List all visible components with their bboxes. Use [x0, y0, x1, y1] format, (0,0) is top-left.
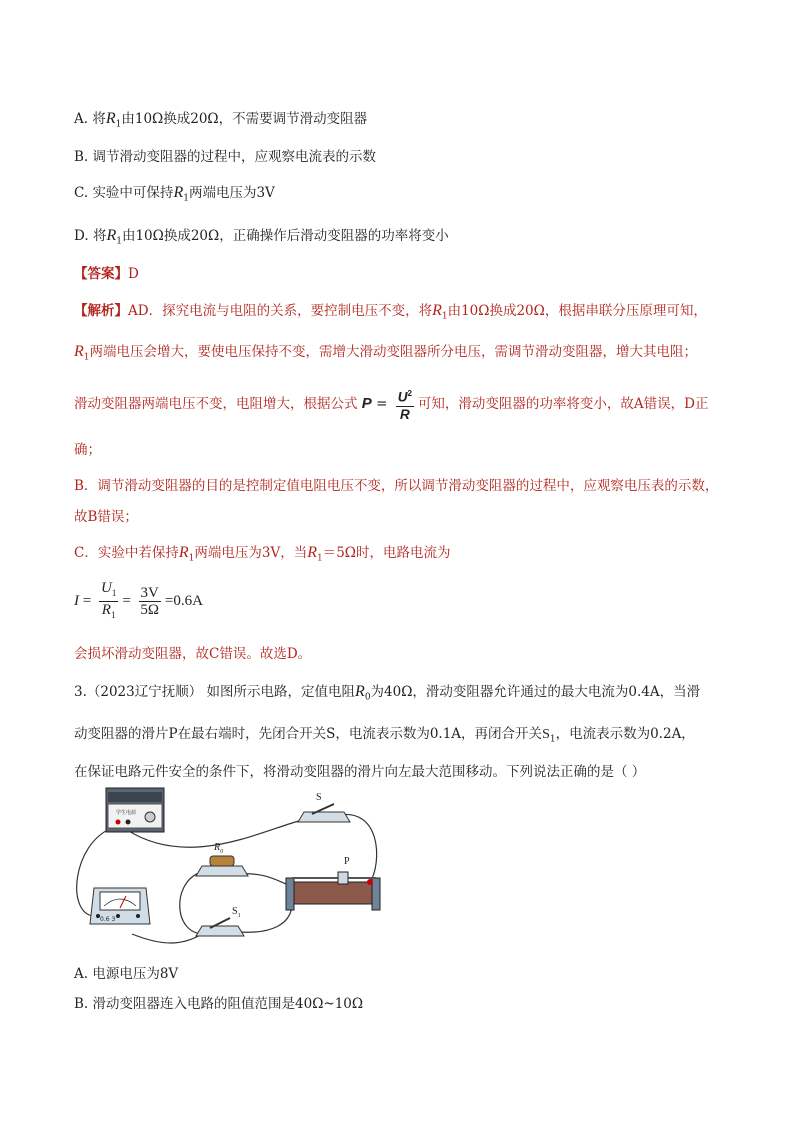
ammeter-scale: 0.6 3	[100, 916, 116, 923]
current-formula: I = $\frac{U_1}{R_1}$ = $\frac{3V}{5\Omega}$ =0.6A	[74, 580, 203, 620]
analysis-line-2: $R_1$两端电压会增大，要使电压保持不变，需增大滑动变阻器所分电压，需调节滑动变阻器，增大其电阻；	[74, 343, 698, 363]
ammeter	[90, 888, 150, 924]
question3-line-2: 动变阻器的滑片P在最右端时，先闭合开关S，电流表示数为0.1A，再闭合开关$S_1$，电流表示数为0.2A，	[74, 726, 695, 745]
switch-s1	[196, 906, 244, 936]
answer	[74, 262, 139, 282]
option-a: A. 将$R_1$由10Ω换成20Ω，不需要调节滑动变阻器	[74, 110, 368, 130]
svg-text:S1: $S_1$	[232, 906, 241, 919]
question3-line-1: 3.（2023辽宁抚顺） 如图所示电路，定值电阻$R_0$为40Ω，滑动变阻器允许通过的最大电流为0.4A，当滑	[74, 683, 701, 703]
option-c: C. 实验中可保持$R_1$两端电压为3V	[74, 184, 275, 204]
analysis-tag: 【解析】	[74, 303, 128, 319]
wire	[132, 934, 202, 943]
svg-text:P: P	[344, 856, 350, 867]
rheostat	[286, 856, 380, 910]
analysis-line-5: B．调节滑动变阻器的目的是控制定值电阻电压不变，所以调节滑动变阻器的过程中，应观察电压表的示数，	[74, 478, 719, 494]
analysis-line-8: 会损坏滑动变阻器，故C错误。故选D。	[74, 646, 312, 662]
switch-s	[298, 792, 350, 822]
question3-line-3: 在保证电路元件安全的条件下，将滑动变阻器的滑片向左最大范围移动。下列说法正确的是（ ）	[74, 764, 646, 780]
option-d: D. 将$R_1$由10Ω换成20Ω，正确操作后滑动变阻器的功率将变小	[74, 227, 449, 247]
wire	[180, 872, 204, 934]
analysis-line-3: 滑动变阻器两端电压不变，电阻增大，根据公式 P = $\frac{U^2}{R}$ 可知，滑动变阻器的功率将变小，故A错误，D正	[74, 386, 709, 423]
analysis-line-4: 确；	[74, 442, 101, 458]
option-b: B. 调节滑动变阻器的过程中，应观察电流表的示数	[74, 149, 377, 165]
circuit-diagram	[72, 784, 402, 946]
analysis-line-6: 故B错误；	[74, 509, 138, 525]
answer-value: D	[128, 266, 139, 282]
analysis-line-7: C．实验中若保持$R_1$两端电压为3V，当$R_1=5\Omega$时，电路电流为	[74, 544, 451, 564]
power-supply	[106, 788, 164, 832]
answer-tag: 【答案】	[74, 266, 128, 282]
svg-text:R0: $R_0$	[214, 842, 224, 855]
q3-option-a: A. 电源电压为8V	[74, 966, 179, 982]
analysis-line-1: 【解析】AD．探究电流与电阻的关系，要控制电压不变，将$R_1$由10Ω换成20Ω，根据串联分压原理可知，	[74, 302, 707, 322]
wire	[240, 906, 292, 932]
power-formula-fraction: $\frac{U^2}{R}$	[396, 386, 414, 423]
svg-text:S: S	[316, 792, 322, 803]
power-label: 学生电源	[116, 810, 137, 816]
q3-option-b: B. 滑动变阻器连入电路的阻值范围是40Ω~10Ω	[74, 996, 364, 1012]
